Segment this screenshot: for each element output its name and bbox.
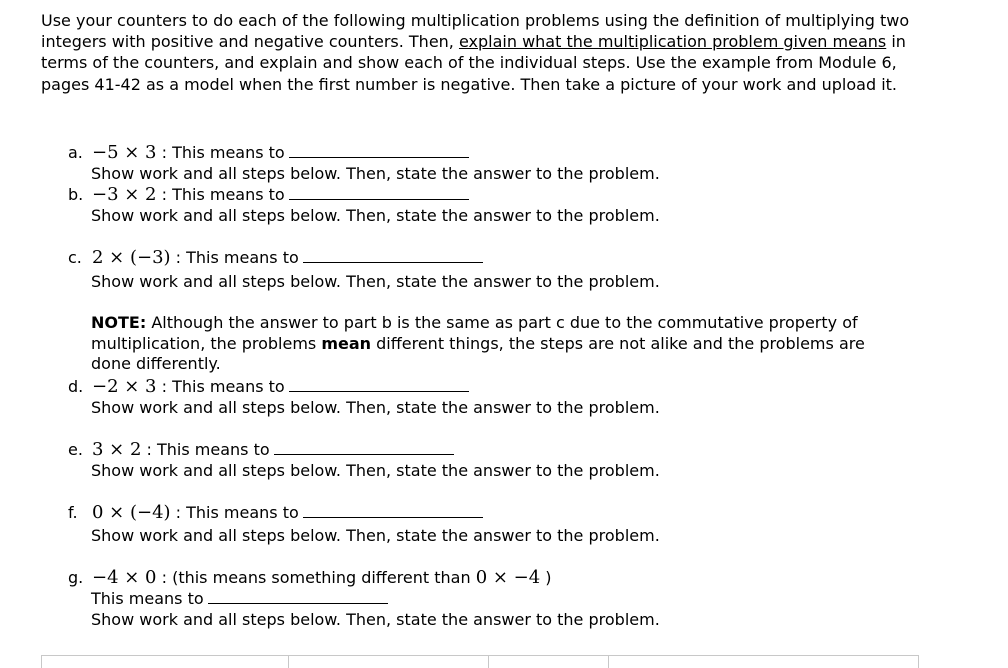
problem-label: d. bbox=[68, 377, 84, 396]
problem-label: c. bbox=[68, 248, 82, 267]
answer-blank[interactable] bbox=[289, 377, 469, 392]
instructions-part1: Use your counters to do each of the following multiplication problems using the definition of multiplying two integers with positive and negative counters. Then, bbox=[41, 11, 910, 52]
divider bbox=[288, 656, 289, 668]
answer-blank[interactable] bbox=[303, 503, 483, 518]
divider bbox=[488, 656, 489, 668]
note-paragraph bbox=[91, 313, 891, 375]
problem-prompt: This means to bbox=[157, 440, 270, 459]
problem-a bbox=[68, 142, 469, 163]
problem-separator: : bbox=[156, 568, 173, 587]
answer-blank[interactable] bbox=[289, 185, 469, 200]
instructions-underlined: explain what the multiplication problem given means bbox=[458, 32, 887, 52]
problem-expression: 3 × 2 bbox=[92, 439, 142, 460]
problem-expression: −3 × 2 bbox=[92, 184, 157, 205]
problem-e bbox=[68, 439, 454, 460]
problem-expression: −2 × 3 bbox=[92, 376, 157, 397]
instructions bbox=[41, 10, 941, 95]
divider bbox=[608, 656, 609, 668]
problem-expression: −4 × 0 bbox=[92, 567, 157, 588]
note-text: Although the answer to part b is the same as part c due to the commutative property of multiplication, the problems bbox=[91, 313, 858, 353]
problem-close-paren: ) bbox=[540, 568, 552, 587]
problem-expression-compare: 0 × −4 bbox=[475, 567, 541, 588]
problem-prompt: This means to bbox=[172, 185, 285, 204]
note-emphasis: mean bbox=[321, 333, 372, 353]
problem-label: b. bbox=[68, 185, 84, 204]
show-work-g: Show work and all steps below. Then, state the answer to the problem. bbox=[91, 610, 660, 629]
problem-d bbox=[68, 376, 469, 397]
problem-label: f. bbox=[68, 503, 78, 522]
instructions-part2: in terms of the counters, and explain and show each of the individual steps. Use the example from Module 6, pages 41-42 as a model when the first number is negative. Then take a picture of your work and upload it. bbox=[41, 32, 906, 94]
problem-prompt: This means to bbox=[186, 248, 299, 267]
answer-blank[interactable] bbox=[303, 248, 483, 263]
problem-expression: 2 × (−3) bbox=[92, 247, 171, 268]
problem-f bbox=[68, 502, 483, 523]
problem-c bbox=[68, 247, 483, 268]
problem-separator: : bbox=[170, 248, 187, 267]
problem-separator: : bbox=[141, 440, 157, 459]
problem-separator: : bbox=[156, 143, 173, 162]
problem-label: a. bbox=[68, 143, 83, 162]
note-text-2: different things, the steps are not alike and the problems are done differently. bbox=[91, 333, 865, 373]
problem-expression: 0 × (−4) bbox=[92, 502, 171, 523]
problem-prompt: (this means something different than bbox=[172, 568, 471, 587]
problem-label: g. bbox=[68, 568, 84, 587]
problem-separator: : bbox=[156, 185, 173, 204]
problem-separator: : bbox=[170, 503, 187, 522]
problem-b bbox=[68, 184, 469, 205]
show-work-f: Show work and all steps below. Then, state the answer to the problem. bbox=[91, 526, 660, 545]
answer-blank[interactable] bbox=[208, 589, 388, 604]
problem-g-prompt bbox=[91, 588, 388, 609]
problem-expression: −5 × 3 bbox=[92, 142, 157, 163]
show-work-b: Show work and all steps below. Then, state the answer to the problem. bbox=[91, 206, 660, 225]
problem-label: e. bbox=[68, 440, 83, 459]
problem-prompt: This means to bbox=[172, 143, 285, 162]
problem-prompt: This means to bbox=[91, 589, 204, 608]
note-label: NOTE: bbox=[91, 313, 147, 332]
problem-prompt: This means to bbox=[186, 503, 299, 522]
answer-blank[interactable] bbox=[289, 143, 469, 158]
problem-separator: : bbox=[156, 377, 173, 396]
show-work-d: Show work and all steps below. Then, state the answer to the problem. bbox=[91, 398, 660, 417]
show-work-a: Show work and all steps below. Then, state the answer to the problem. bbox=[91, 164, 660, 183]
next-content-edge bbox=[41, 655, 919, 668]
answer-blank[interactable] bbox=[274, 440, 454, 455]
show-work-c: Show work and all steps below. Then, state the answer to the problem. bbox=[91, 272, 660, 291]
problem-g bbox=[68, 567, 552, 588]
problem-prompt: This means to bbox=[172, 377, 285, 396]
show-work-e: Show work and all steps below. Then, state the answer to the problem. bbox=[91, 461, 660, 480]
